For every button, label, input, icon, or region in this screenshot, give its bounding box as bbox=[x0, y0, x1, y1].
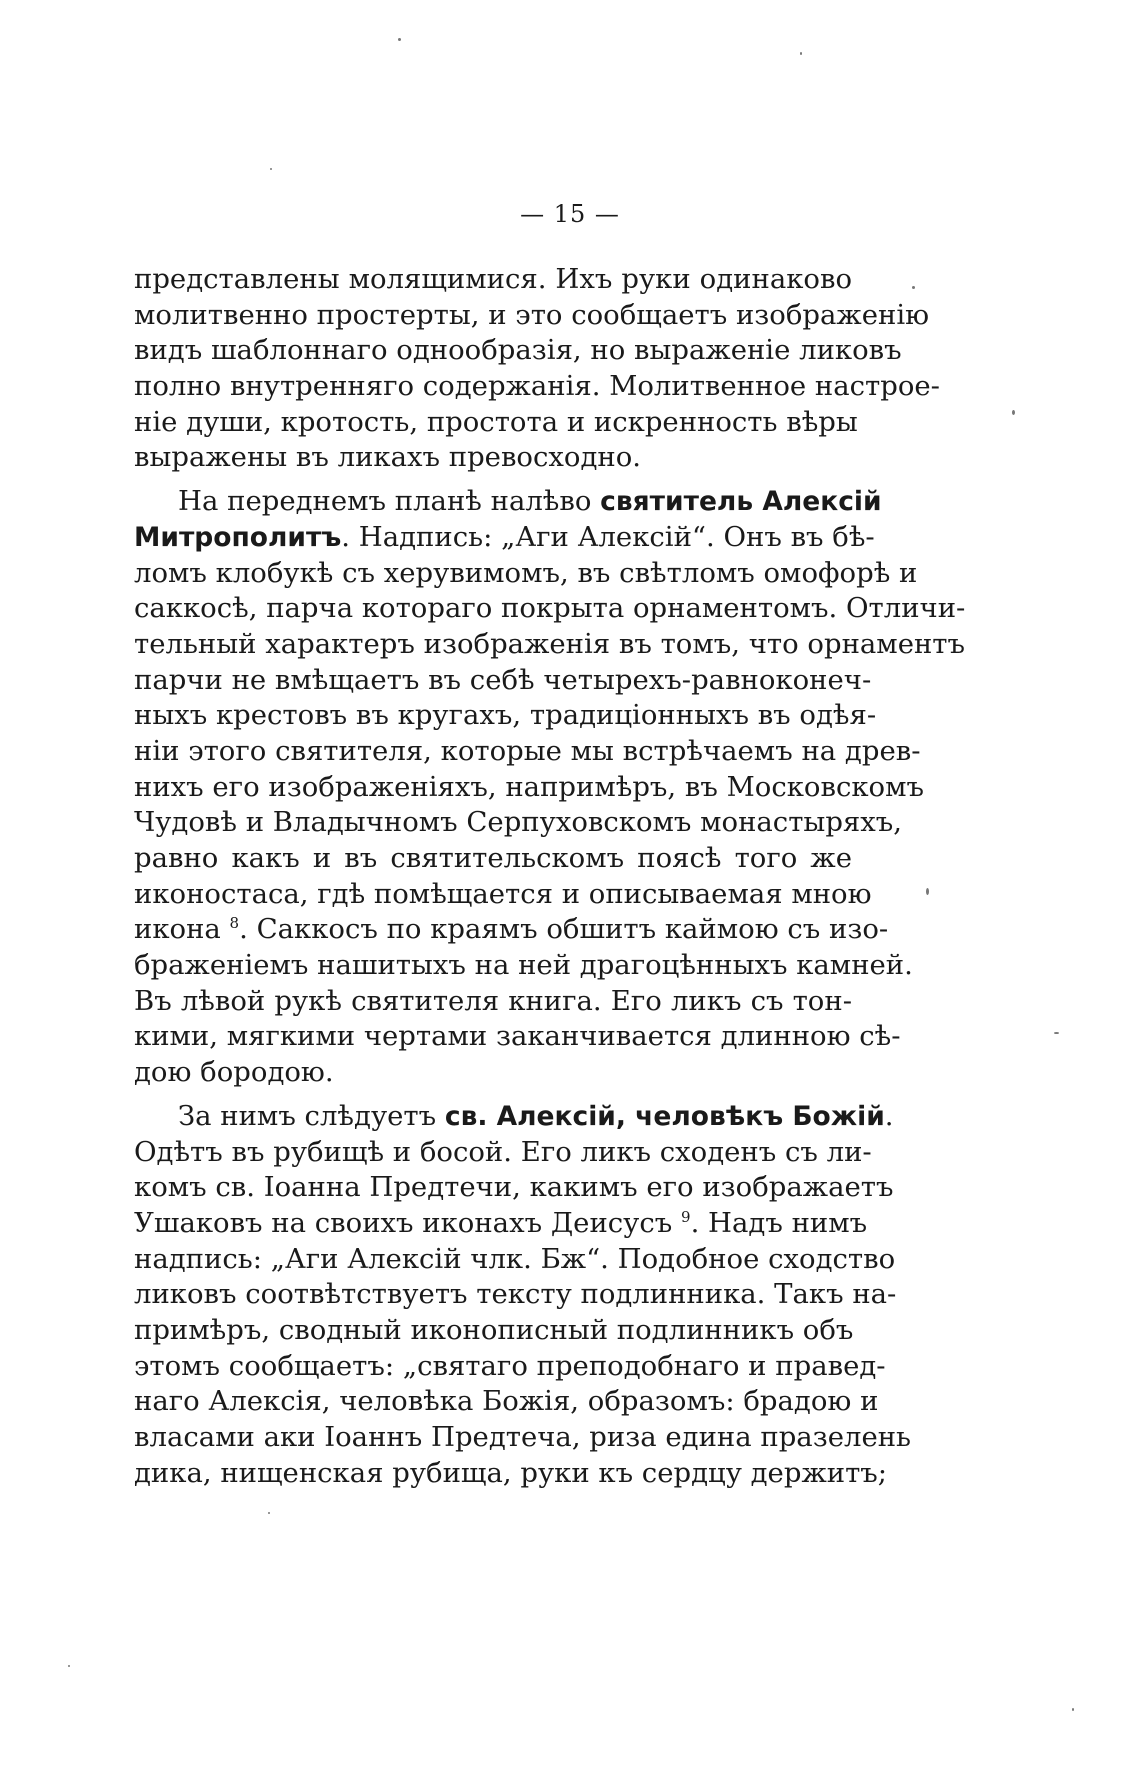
scan-speck bbox=[800, 52, 802, 55]
text-segment: кими, мягкими чертами заканчивается длинною сѣ- bbox=[134, 1020, 901, 1053]
text-segment: нихъ его изображеніяхъ, напримѣръ, въ Московскомъ bbox=[134, 770, 924, 803]
text-line bbox=[134, 1055, 852, 1091]
text-line bbox=[134, 1384, 879, 1420]
paragraph bbox=[134, 1099, 912, 1492]
text-line bbox=[134, 520, 875, 556]
text-segment: ликовъ соотвѣтствуетъ тексту подлинника. Такъ на- bbox=[134, 1278, 897, 1311]
text-segment: молитвенно простерты, и это сообщаетъ изображенію bbox=[134, 298, 930, 331]
text-line bbox=[134, 841, 852, 877]
text-segment: браженіемъ нашитыхъ на ней драгоцѣнныхъ камней. bbox=[134, 949, 913, 982]
text-line bbox=[134, 663, 872, 699]
text-segment: Чудовѣ и Владычномъ Серпуховскомъ монастыряхъ, bbox=[134, 806, 903, 839]
text-line bbox=[134, 1420, 912, 1456]
scan-speck bbox=[270, 168, 272, 170]
text-segment: представлены молящимися. Ихъ руки одинаково bbox=[134, 263, 852, 295]
text-segment: наго Алексія, человѣка Божія, образомъ: брадою и bbox=[134, 1385, 879, 1418]
paragraph-gap bbox=[134, 476, 852, 484]
text-segment: икона bbox=[134, 913, 230, 946]
text-segment: этомъ сообщаетъ: „святаго преподобнаго и правед- bbox=[134, 1349, 886, 1382]
text-line bbox=[134, 627, 966, 663]
text-line bbox=[134, 1170, 894, 1206]
text-segment: Одѣтъ въ рубищѣ и босой. Его ликъ сходенъ съ ли- bbox=[134, 1135, 872, 1168]
emphasis-name: святитель Алексій bbox=[600, 486, 882, 518]
text-line bbox=[134, 440, 852, 476]
text-line bbox=[134, 1019, 901, 1055]
page-number: — 15 — bbox=[520, 200, 620, 228]
text-line bbox=[134, 405, 858, 441]
text-segment: Въ лѣвой рукѣ святителя книга. Его ликъ съ тон- bbox=[134, 984, 852, 1017]
scan-speck bbox=[912, 286, 915, 289]
text-line bbox=[134, 734, 921, 770]
text-segment: дою бородою. bbox=[134, 1056, 334, 1089]
text-line bbox=[134, 484, 882, 520]
text-segment: ныхъ крестовъ въ кругахъ, традиціонныхъ въ одѣя- bbox=[134, 699, 877, 732]
text-segment: . Надпись: „Аги Алексій“. Онъ въ бѣ- bbox=[341, 520, 875, 553]
scan-speck bbox=[398, 38, 401, 41]
text-line bbox=[134, 1099, 894, 1135]
text-line bbox=[134, 1206, 868, 1242]
scan-speck bbox=[1054, 1032, 1059, 1034]
text-segment: . bbox=[884, 1099, 894, 1132]
emphasis-name: Митрополитъ bbox=[134, 521, 342, 553]
text-line bbox=[134, 770, 924, 806]
scan-speck bbox=[268, 1512, 270, 1514]
text-line bbox=[134, 1242, 896, 1278]
text-segment: полно внутренняго содержанія. Молитвенное настрое- bbox=[134, 370, 940, 403]
text-segment: дика, нищенская рубища, руки къ сердцу держитъ; bbox=[134, 1456, 888, 1489]
text-segment: ломъ клобукѣ съ херувимомъ, въ свѣтломъ омофорѣ и bbox=[134, 556, 918, 589]
text-line bbox=[134, 984, 852, 1020]
text-line bbox=[134, 698, 877, 734]
text-segment: тельный характеръ изображенія въ томъ, что орнаментъ bbox=[134, 627, 966, 660]
scan-speck bbox=[926, 888, 929, 895]
text-segment: парчи не вмѣщаетъ въ себѣ четырехъ-равноконеч- bbox=[134, 663, 872, 696]
text-segment: Ушаковъ на своихъ иконахъ Деисусъ bbox=[134, 1206, 682, 1239]
paragraph bbox=[134, 484, 966, 1091]
text-line bbox=[134, 369, 940, 405]
text-line bbox=[134, 877, 872, 913]
paragraph-gap bbox=[134, 1091, 852, 1099]
text-segment: ніе души, кротость, простота и искренность вѣры bbox=[134, 405, 858, 438]
text-line bbox=[134, 333, 902, 369]
footnote-ref: 8 bbox=[229, 914, 240, 933]
text-segment: надпись: „Аги Алексій члк. Бж“. Подобное сходство bbox=[134, 1242, 896, 1275]
body-text bbox=[134, 262, 966, 1491]
text-line bbox=[134, 1277, 897, 1313]
text-segment: На переднемъ планѣ налѣво bbox=[178, 485, 601, 518]
footnote-ref: 9 bbox=[681, 1207, 691, 1226]
text-line bbox=[134, 298, 930, 334]
text-segment: примѣръ, сводный иконописный подлинникъ объ bbox=[134, 1313, 854, 1346]
scan-speck bbox=[68, 1665, 70, 1667]
text-line bbox=[134, 1313, 852, 1349]
text-line bbox=[134, 1456, 888, 1492]
text-line bbox=[134, 948, 913, 984]
scan-speck bbox=[1072, 1708, 1074, 1711]
text-line bbox=[134, 262, 852, 298]
text-segment: ніи этого святителя, которые мы встрѣчаемъ на древ- bbox=[134, 734, 921, 767]
text-line bbox=[134, 912, 889, 948]
paragraph bbox=[134, 262, 940, 476]
text-segment: видъ шаблоннаго однообразія, но выраженіе ликовъ bbox=[134, 334, 902, 367]
text-segment: власами аки Іоаннъ Предтеча, риза едина празелень bbox=[134, 1421, 912, 1453]
text-line bbox=[134, 1135, 872, 1171]
text-line bbox=[134, 805, 903, 841]
text-segment: За нимъ слѣдуетъ bbox=[178, 1099, 445, 1132]
text-line bbox=[134, 556, 918, 592]
text-segment: комъ св. Іоанна Предтечи, какимъ его изображаетъ bbox=[134, 1171, 894, 1204]
scan-speck bbox=[1012, 410, 1015, 415]
emphasis-name: св. Алексій, человѣкъ Божій bbox=[444, 1100, 885, 1132]
text-line bbox=[134, 1349, 886, 1385]
text-segment: иконостаса, гдѣ помѣщается и описываемая мною bbox=[134, 877, 872, 910]
text-segment: . Саккосъ по краямъ обшитъ каймою съ изо- bbox=[239, 913, 889, 946]
text-line bbox=[134, 591, 966, 627]
text-segment: . Надъ нимъ bbox=[690, 1206, 868, 1239]
text-segment: саккосѣ, парча котораго покрыта орнаментомъ. Отличи- bbox=[134, 592, 966, 625]
text-segment: выражены въ ликахъ превосходно. bbox=[134, 441, 642, 474]
text-segment: равно какъ и въ святительскомъ поясѣ того же bbox=[134, 842, 852, 874]
